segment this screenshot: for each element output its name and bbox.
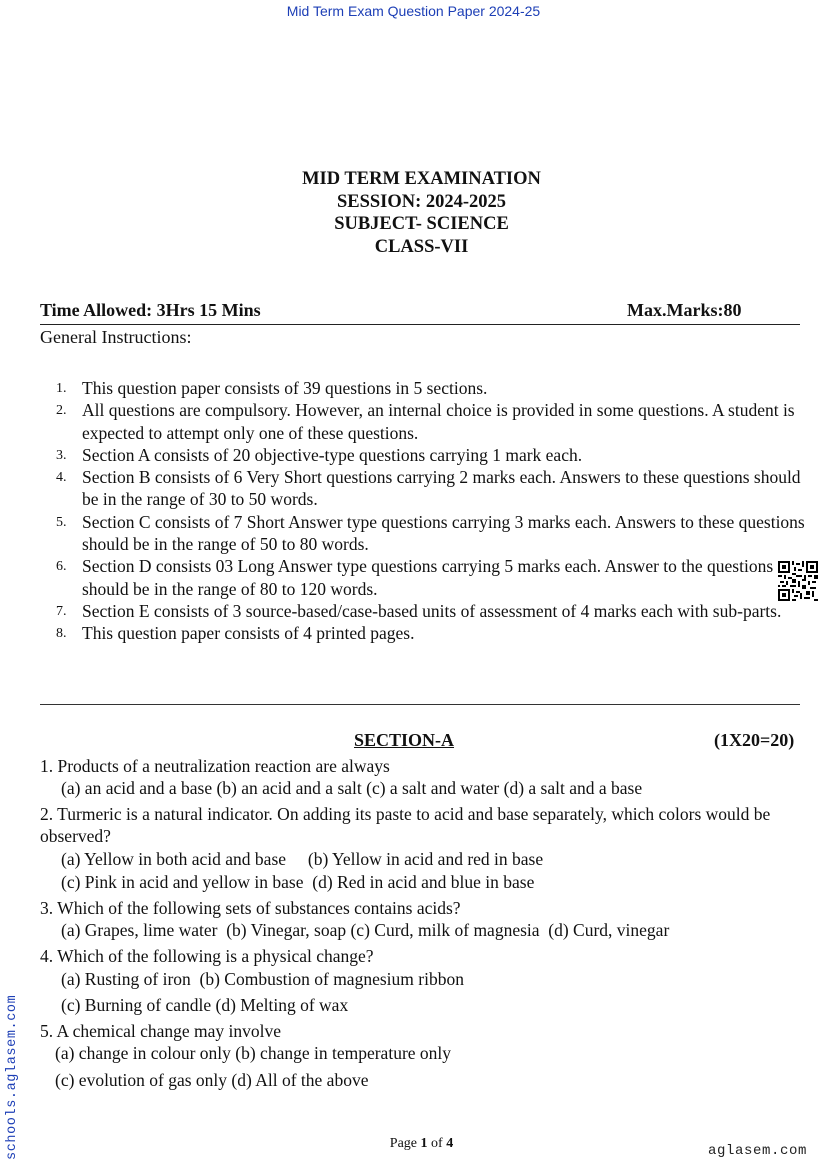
question-4-options-row1: (a) Rusting of iron (b) Combustion of magnesium ribbon (61, 969, 464, 989)
section-title: SECTION-A (354, 730, 455, 750)
qr-code-icon[interactable] (778, 561, 818, 601)
instruction-text: All questions are compulsory. However, an internal choice is provided in some questions. A student is expected to attempt only one of these questions. (82, 400, 795, 443)
instruction-text: This question paper consists of 39 questions in 5 sections. (82, 378, 488, 398)
instruction-number: 7. (56, 603, 67, 619)
exam-title: MID TERM EXAMINATION (302, 169, 541, 189)
side-watermark: schools.aglasem.com (5, 994, 20, 1160)
general-instructions-heading: General Instructions: (40, 327, 192, 347)
question-2-options-row1: (a) Yellow in both acid and base (b) Yellow in acid and red in base (61, 849, 544, 869)
instruction-number: 8. (56, 626, 67, 642)
instruction-text: Section E consists of 3 source-based/case-based units of assessment of 4 marks each with sub-parts. (82, 600, 782, 621)
page-label: Page (389, 1136, 418, 1151)
instruction-item (56, 466, 806, 511)
question-5: 5. A chemical change may involve (40, 1021, 282, 1041)
question-4-options-row2: (c) Burning of candle (d) Melting of wax (61, 995, 349, 1015)
instruction-number: 4. (56, 470, 67, 486)
question-3-options: (a) Grapes, lime water (b) Vinegar, soap (c) Curd, milk of magnesia (d) Curd, vinegar (61, 920, 670, 940)
question-4: 4. Which of the following is a physical change? (40, 946, 374, 966)
question-3: 3. Which of the following sets of substances contains acids? (40, 898, 461, 918)
page-total: 4 (446, 1136, 454, 1151)
instructions-list (56, 377, 806, 645)
instruction-text: Section C consists of 7 Short Answer type questions carrying 3 marks each. Answers to these questions should be in the range of 50 to 80 words. (82, 511, 805, 555)
instruction-item (56, 444, 806, 466)
question-2-options-row2: (c) Pink in acid and yellow in base (d) Red in acid and blue in base (61, 872, 535, 892)
instruction-number: 2. (56, 403, 67, 419)
max-marks: Max.Marks:80 (627, 300, 742, 320)
time-allowed: Time Allowed: 3Hrs 15 Mins (40, 300, 261, 320)
instruction-number: 6. (56, 559, 67, 575)
instruction-item (56, 511, 806, 556)
section-divider (40, 704, 800, 705)
exam-subject: SUBJECT- SCIENCE (334, 214, 509, 234)
header-banner: Mid Term Exam Question Paper 2024-25 (286, 3, 541, 19)
question-5-options-row2: (c) evolution of gas only (d) All of the above (55, 1070, 369, 1090)
exam-session: SESSION: 2024-2025 (336, 191, 507, 212)
instruction-item (56, 600, 806, 622)
question-2: 2. Turmeric is a natural indicator. On adding its paste to acid and base separately, which colors would be observed? (40, 804, 771, 846)
exam-class: CLASS-VII (374, 236, 469, 257)
instruction-item (56, 377, 806, 399)
page-footer (0, 1136, 827, 1152)
instruction-number: 1. (56, 381, 67, 396)
instruction-text: Section D consists 03 Long Answer type questions carrying 5 marks each. Answer to the questions should be in the range of 80 to 120 words. (82, 556, 774, 599)
brand-watermark: aglasem.com (708, 1143, 808, 1159)
instruction-number: 3. (56, 447, 67, 463)
instruction-text: This question paper consists of 4 printed pages. (82, 623, 415, 644)
exam-meta-row (40, 300, 800, 325)
instruction-item (56, 622, 806, 644)
instruction-item (56, 399, 806, 444)
instruction-text: Section A consists of 20 objective-type questions carrying 1 mark each. (82, 444, 583, 465)
question-1-options: (a) an acid and a base (b) an acid and a salt (c) a salt and water (d) a salt and a base (61, 778, 643, 798)
instruction-item (56, 555, 806, 600)
instruction-text: Section B consists of 6 Very Short questions carrying 2 marks each. Answers to these questions should be in the range of 30 to 50 words. (82, 467, 801, 510)
question-5-options-row1: (a) change in colour only (b) change in temperature only (55, 1043, 452, 1063)
page-of-label: of (431, 1136, 443, 1151)
section-marks: (1X20=20) (714, 730, 795, 750)
instruction-number: 5. (56, 514, 67, 530)
exam-title-block (0, 168, 827, 258)
page-current: 1 (420, 1136, 428, 1151)
question-1: 1. Products of a neutralization reaction are always (40, 756, 390, 776)
